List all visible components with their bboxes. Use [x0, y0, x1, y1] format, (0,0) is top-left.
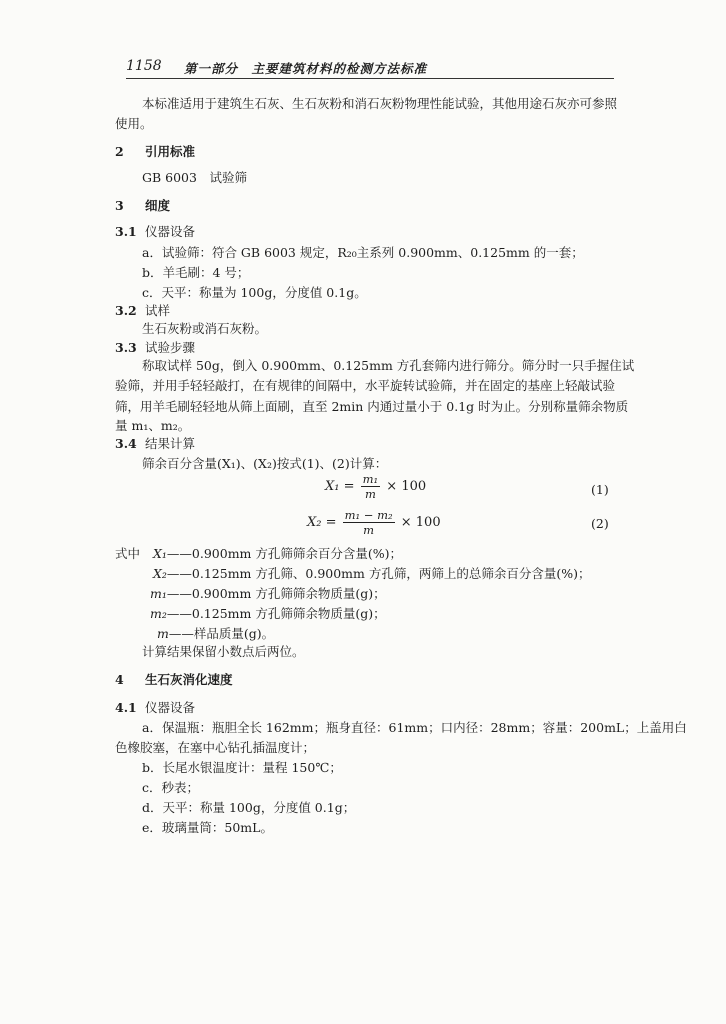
- section-number: 3.4: [115, 436, 137, 451]
- equipment-line-1: a．保温瓶：瓶胆全长 162mm；瓶身直径：61mm；口内径：28mm；容量：200mL；上盖用白: [142, 720, 687, 735]
- section-2-heading: [115, 142, 195, 160]
- variable: X₁: [153, 546, 167, 561]
- calculation-note: 计算结果保留小数点后两位。: [142, 644, 305, 659]
- fraction-numerator: m₁: [362, 472, 379, 486]
- section-number: 3: [115, 198, 124, 213]
- page-number: 1158: [126, 58, 162, 74]
- section-number: 2: [115, 144, 124, 159]
- section-number: 4: [115, 672, 124, 687]
- equipment-line-4: c．秒表；: [142, 780, 200, 795]
- section-title: 结果计算: [145, 436, 196, 451]
- variable-desc: ——样品质量(g)。: [168, 626, 275, 641]
- item-b: b．羊毛刷：4 号；: [142, 265, 250, 280]
- procedure-line-2: 验筛，并用手轻轻敲打，在有规律的间隔中，水平旋转试验筛，并在固定的基座上轻敲试验: [115, 378, 616, 393]
- section-4-1-heading: [115, 698, 195, 716]
- where-label: 式中: [115, 546, 141, 561]
- section-3-2-content: 生石灰粉或消石灰粉。: [142, 321, 268, 336]
- variable-desc: ——0.125mm 方孔筛、0.900mm 方孔筛，两筛上的总筛余百分含量(%)；: [166, 566, 591, 581]
- procedure-line-4: 量 m₁、m₂。: [115, 418, 191, 433]
- procedure-line-3: 筛，用羊毛刷轻轻地从筛上面刷，直至 2min 内通过量小于 0.1g 时为止。分别称量筛余物质: [115, 399, 629, 414]
- section-title: 试样: [145, 303, 171, 318]
- section-3-3-heading: [115, 338, 195, 356]
- where-m: [157, 624, 274, 642]
- procedure-line-1: 称取试样 50g，倒入 0.900mm、0.125mm 方孔套筛内进行筛分。筛分时一只手握住试: [142, 358, 635, 373]
- formula-fraction: [361, 472, 381, 501]
- fraction-denominator: m: [364, 487, 376, 501]
- calculation-intro: 筛余百分含量(X₁)、(X₂)按式(1)、(2)计算：: [142, 456, 388, 471]
- formula-rhs: × 100: [386, 479, 427, 494]
- section-title: 引用标准: [145, 144, 196, 159]
- header-rule: [126, 78, 614, 79]
- formula-lhs: X₂ =: [307, 515, 337, 530]
- formula-lhs: X₁ =: [325, 479, 355, 494]
- intro-line-2: 使用。: [115, 116, 153, 131]
- variable: m₁: [150, 586, 167, 601]
- section-4-heading: [115, 670, 233, 688]
- variable: m: [157, 626, 169, 641]
- page-header: [126, 58, 614, 80]
- section-3-4-heading: [115, 434, 195, 452]
- formula-2: [307, 508, 441, 537]
- variable-desc: ——0.900mm 方孔筛筛余物质量(g)；: [166, 586, 386, 601]
- fraction-denominator: m: [363, 523, 375, 537]
- item-c: c．天平：称量为 100g，分度值 0.1g。: [142, 285, 367, 300]
- where-x2: [153, 564, 590, 582]
- formula-1: [325, 472, 426, 501]
- section-number: 3.2: [115, 303, 137, 318]
- equipment-line-3: b．长尾水银温度计：量程 150℃；: [142, 760, 342, 775]
- formula-fraction: [343, 508, 395, 537]
- variable-desc: ——0.900mm 方孔筛筛余百分含量(%)；: [166, 546, 403, 561]
- section-3-2-heading: [115, 301, 170, 319]
- variable: m₂: [150, 606, 167, 621]
- item-a: a．试验筛：符合 GB 6003 规定，R₂₀主系列 0.900mm、0.125mm 的一套；: [142, 245, 584, 260]
- section-3-1-heading: [115, 222, 195, 240]
- section-number: 3.1: [115, 224, 137, 239]
- section-number: 4.1: [115, 700, 137, 715]
- section-title: 仪器设备: [145, 700, 196, 715]
- equipment-line-6: e．玻璃量筒：50mL。: [142, 820, 273, 835]
- variable-desc: ——0.125mm 方孔筛筛余物质量(g)；: [166, 606, 386, 621]
- equipment-line-5: d．天平：称量 100g，分度值 0.1g；: [142, 800, 356, 815]
- equation-number-1: (1): [591, 482, 609, 497]
- section-number: 3.3: [115, 340, 137, 355]
- where-m2: [150, 604, 386, 622]
- variable: X₂: [153, 566, 167, 581]
- fraction-numerator: m₁ − m₂: [344, 508, 393, 522]
- section-2-content: GB 6003 试验筛: [142, 170, 247, 185]
- where-x1: [153, 544, 402, 562]
- equipment-line-2: 色橡胶塞，在塞中心钻孔插温度计；: [115, 740, 316, 755]
- section-title: 生石灰消化速度: [145, 672, 233, 687]
- section-title: 试验步骤: [145, 340, 196, 355]
- running-title: 第一部分 主要建筑材料的检测方法标准: [184, 61, 428, 76]
- formula-rhs: × 100: [400, 515, 441, 530]
- section-title: 细度: [145, 198, 171, 213]
- intro-line-1: 本标准适用于建筑生石灰、生石灰粉和消石灰粉物理性能试验，其他用途石灰亦可参照: [142, 96, 618, 111]
- equation-number-2: (2): [591, 516, 609, 531]
- section-title: 仪器设备: [145, 224, 196, 239]
- section-3-heading: [115, 196, 170, 214]
- where-m1: [150, 584, 386, 602]
